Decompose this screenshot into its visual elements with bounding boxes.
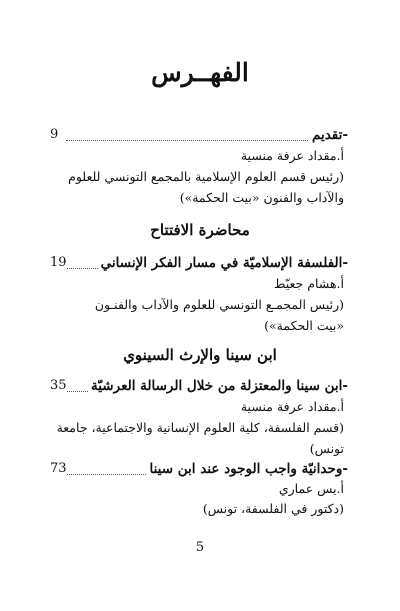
page-number: 5 [195, 540, 205, 555]
toc-entry-title: -وحدانيّة واجب الوجود عند ابن سينا [147, 461, 349, 477]
toc-entry-heading [50, 127, 348, 147]
toc-entry-affiliation: والآداب والفنون «بيت الحكمة») [179, 190, 344, 205]
toc-entry-author: أ.مقداد عرفة منسية [240, 148, 344, 163]
toc-entry-author: أ.يس عماري [278, 481, 344, 496]
toc-entry-title: -الفلسفة الإسلاميّة في مسار الفكر الإنساني [98, 255, 348, 271]
toc-entry-page: 19 [50, 255, 67, 270]
dot-leader [66, 140, 348, 141]
section-heading: ابن سينا والإرث السينوي [123, 346, 277, 364]
toc-entry-heading [50, 461, 348, 481]
toc-entry-heading [50, 255, 348, 275]
toc-entry-affiliation: (دكتور في الفلسفة، تونس) [202, 501, 344, 516]
toc-entry-page: 9 [50, 127, 59, 142]
toc-entry-affiliation: (رئيس قسم العلوم الإسلامية بالمجمع التونسي للعلوم [68, 169, 344, 184]
toc-entry-title: -تقديم [309, 127, 348, 143]
toc-entry-author: أ.مقداد عرفة منسية [240, 399, 344, 414]
toc-entry-page: 73 [50, 461, 67, 476]
toc-entry-affiliation: (قسم الفلسفة، كلية العلوم الإنسانية والاجتماعية، جامعة [56, 420, 344, 435]
toc-entry-title: -ابن سينا والمعتزلة من خلال الرسالة العرشيّة [88, 378, 348, 394]
section-heading: محاضرة الافتتاح [150, 221, 250, 239]
toc-entry-affiliation: تونس) [309, 441, 344, 456]
toc-entry-affiliation: «بيت الحكمة») [264, 318, 344, 333]
page-title: الفهــرس [151, 58, 249, 87]
toc-entry-page: 35 [50, 378, 67, 393]
toc-entry-heading [50, 378, 348, 398]
toc-entry-affiliation: (رئيس المجمـع التونسي للعلوم والآداب والفنـون [94, 297, 344, 312]
toc-entry-author: أ.هشام جعيّط [273, 276, 344, 291]
